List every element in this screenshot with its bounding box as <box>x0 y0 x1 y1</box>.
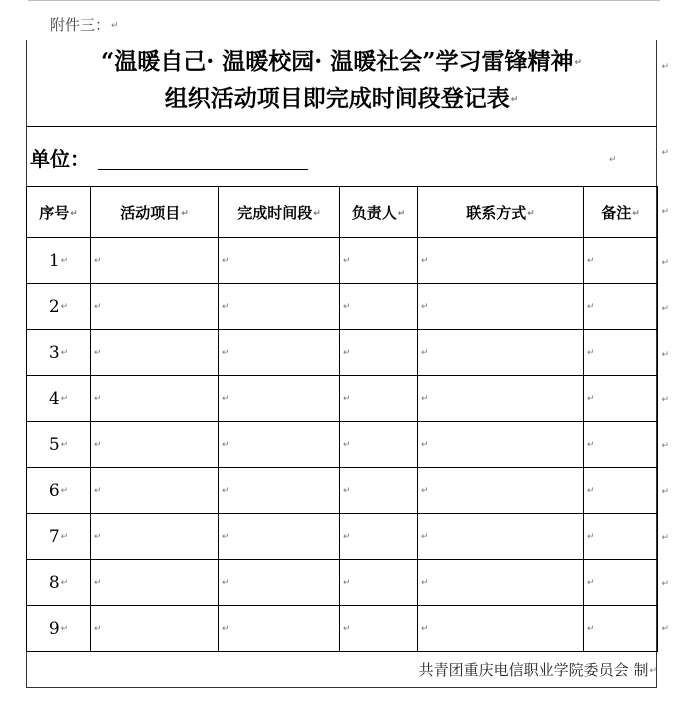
activity-cell[interactable] <box>91 560 219 606</box>
paragraph-mark-icon: ↵ <box>661 624 669 635</box>
paragraph-mark-icon: ↵ <box>222 623 230 634</box>
header-label: 序号 <box>39 203 70 222</box>
paragraph-mark-icon: ↵ <box>587 347 595 358</box>
paragraph-mark-icon: ↵ <box>343 623 351 634</box>
paragraph-mark-icon: ↵ <box>587 255 595 266</box>
paragraph-mark-icon: ↵ <box>649 665 657 676</box>
header-cell-period <box>219 187 340 238</box>
contact-cell[interactable] <box>418 606 584 652</box>
leader-cell[interactable] <box>340 606 418 652</box>
paragraph-mark-icon: ↵ <box>661 148 669 158</box>
paragraph-mark-icon: ↵ <box>343 255 351 266</box>
remarks-cell[interactable] <box>584 330 658 376</box>
period-cell[interactable] <box>219 422 340 468</box>
table-row <box>27 560 658 606</box>
remarks-cell[interactable] <box>584 468 658 514</box>
row-no-cell <box>27 376 91 422</box>
form-title <box>26 40 657 126</box>
table-row <box>27 468 658 514</box>
page-top-border <box>28 0 660 1</box>
paragraph-mark-icon: ↵ <box>421 301 429 312</box>
row-number: 8 <box>48 572 60 593</box>
remarks-cell[interactable] <box>584 284 658 330</box>
paragraph-mark-icon: ↵ <box>222 347 230 358</box>
contact-cell[interactable] <box>418 330 584 376</box>
contact-cell[interactable] <box>418 238 584 284</box>
paragraph-mark-icon: ↵ <box>632 208 640 219</box>
remarks-cell[interactable] <box>584 514 658 560</box>
title-line-2 <box>26 81 657 118</box>
leader-cell[interactable] <box>340 422 418 468</box>
table-row <box>27 284 658 330</box>
paragraph-mark-icon: ↵ <box>222 439 230 450</box>
contact-cell[interactable] <box>418 422 584 468</box>
paragraph-mark-icon: ↵ <box>222 301 230 312</box>
paragraph-mark-icon: ↵ <box>60 578 69 588</box>
paragraph-mark-icon: ↵ <box>313 208 321 219</box>
paragraph-mark-icon: ↵ <box>343 439 351 450</box>
paragraph-mark-icon: ↵ <box>181 208 189 219</box>
paragraph-mark-icon: ↵ <box>609 155 617 165</box>
paragraph-mark-icon: ↵ <box>661 578 669 589</box>
activity-cell[interactable] <box>91 330 219 376</box>
paragraph-mark-icon: ↵ <box>94 255 102 266</box>
paragraph-mark-icon: ↵ <box>587 301 595 312</box>
activity-cell[interactable] <box>91 238 219 284</box>
row-no-cell <box>27 514 91 560</box>
header-cell-leader <box>340 187 418 238</box>
activity-cell[interactable] <box>91 468 219 514</box>
paragraph-mark-icon: ↵ <box>94 485 102 496</box>
table-row <box>27 422 658 468</box>
period-cell[interactable] <box>219 376 340 422</box>
activity-cell[interactable] <box>91 606 219 652</box>
paragraph-mark-icon: ↵ <box>421 531 429 542</box>
remarks-cell[interactable] <box>584 422 658 468</box>
table-row <box>27 238 658 284</box>
row-number: 1 <box>48 250 60 271</box>
row-number: 3 <box>48 342 60 363</box>
row-number: 9 <box>48 618 60 639</box>
row-no-cell <box>27 330 91 376</box>
paragraph-mark-icon: ↵ <box>60 624 69 634</box>
header-cell-no <box>27 187 91 238</box>
issuer-note <box>419 659 657 680</box>
paragraph-mark-icon: ↵ <box>60 256 69 266</box>
activity-cell[interactable] <box>91 376 219 422</box>
paragraph-mark-icon: ↵ <box>222 485 230 496</box>
row-number: 4 <box>48 388 60 409</box>
paragraph-mark-icon: ↵ <box>421 255 429 266</box>
leader-cell[interactable] <box>340 330 418 376</box>
paragraph-mark-icon: ↵ <box>421 393 429 404</box>
contact-cell[interactable] <box>418 468 584 514</box>
paragraph-mark-icon: ↵ <box>661 258 669 268</box>
paragraph-mark-icon: ↵ <box>60 532 69 542</box>
paragraph-mark-icon: ↵ <box>587 577 595 588</box>
paragraph-mark-icon: ↵ <box>587 485 595 496</box>
paragraph-mark-icon: ↵ <box>222 531 230 542</box>
header-label: 负责人 <box>351 203 397 222</box>
paragraph-mark-icon: ↵ <box>60 486 69 496</box>
remarks-cell[interactable] <box>584 238 658 284</box>
paragraph-mark-icon: ↵ <box>60 348 69 358</box>
paragraph-mark-icon: ↵ <box>94 623 102 634</box>
unit-input-line[interactable] <box>98 169 308 170</box>
paragraph-mark-icon: ↵ <box>421 623 429 634</box>
paragraph-mark-icon: ↵ <box>421 577 429 588</box>
paragraph-mark-icon: ↵ <box>661 62 669 72</box>
paragraph-mark-icon: ↵ <box>587 531 595 542</box>
paragraph-mark-icon: ↵ <box>587 393 595 404</box>
activity-cell[interactable] <box>91 514 219 560</box>
header-label: 联系方式 <box>466 203 527 222</box>
attachment-label <box>50 14 119 35</box>
paragraph-mark-icon: ↵ <box>661 487 669 497</box>
paragraph-mark-icon: ↵ <box>661 395 669 406</box>
row-number: 6 <box>48 480 60 501</box>
paragraph-mark-icon: ↵ <box>222 393 230 404</box>
period-cell[interactable] <box>219 606 340 652</box>
unit-row <box>26 126 657 186</box>
table-row <box>27 514 658 560</box>
leader-cell[interactable] <box>340 376 418 422</box>
contact-cell[interactable] <box>418 284 584 330</box>
paragraph-mark-icon: ↵ <box>60 440 69 450</box>
title-line-1-text: “温暖自己· 温暖校园· 温暖社会”学习雷锋精神 <box>100 48 574 75</box>
row-number: 2 <box>48 296 60 317</box>
remarks-cell[interactable] <box>584 606 658 652</box>
table-body <box>27 238 658 652</box>
leader-cell[interactable] <box>340 284 418 330</box>
header-cell-remarks <box>584 187 658 238</box>
paragraph-mark-icon: ↵ <box>661 532 669 543</box>
header-cell-activity <box>91 187 219 238</box>
paragraph-mark-icon: ↵ <box>343 531 351 542</box>
activity-cell[interactable] <box>91 422 219 468</box>
table-row <box>27 330 658 376</box>
paragraph-mark-icon: ↵ <box>94 393 102 404</box>
period-cell[interactable] <box>219 514 340 560</box>
contact-cell[interactable] <box>418 514 584 560</box>
paragraph-mark-icon: ↵ <box>343 347 351 358</box>
paragraph-mark-icon: ↵ <box>397 208 406 219</box>
period-cell[interactable] <box>219 238 340 284</box>
attachment-label-text: 附件三： <box>50 16 111 34</box>
paragraph-mark-icon: ↵ <box>587 439 595 450</box>
header-label: 完成时间段 <box>237 203 313 222</box>
title-line-1 <box>26 44 657 81</box>
row-no-cell <box>27 238 91 284</box>
contact-cell[interactable] <box>418 560 584 606</box>
paragraph-mark-icon: ↵ <box>94 347 102 358</box>
paragraph-mark-icon: ↵ <box>111 20 119 31</box>
paragraph-mark-icon: ↵ <box>661 349 669 360</box>
table-row <box>27 376 658 422</box>
row-no-cell <box>27 284 91 330</box>
table-header-row <box>27 187 658 238</box>
paragraph-mark-icon: ↵ <box>222 255 230 266</box>
paragraph-mark-icon: ↵ <box>421 439 429 450</box>
paragraph-mark-icon: ↵ <box>94 577 102 588</box>
row-no-cell <box>27 560 91 606</box>
paragraph-mark-icon: ↵ <box>60 302 69 312</box>
remarks-cell[interactable] <box>584 560 658 606</box>
row-number: 7 <box>48 526 60 547</box>
paragraph-mark-icon: ↵ <box>343 301 351 312</box>
paragraph-mark-icon: ↵ <box>421 485 429 496</box>
period-cell[interactable] <box>219 284 340 330</box>
remarks-cell[interactable] <box>584 376 658 422</box>
header-label: 活动项目 <box>120 203 181 222</box>
leader-cell[interactable] <box>340 514 418 560</box>
paragraph-mark-icon: ↵ <box>70 208 78 219</box>
header-cell-contact <box>418 187 584 238</box>
period-cell[interactable] <box>219 468 340 514</box>
paragraph-mark-icon: ↵ <box>94 301 102 312</box>
footer-row <box>26 649 657 688</box>
paragraph-mark-icon: ↵ <box>527 208 535 219</box>
row-no-cell <box>27 606 91 652</box>
paragraph-mark-icon: ↵ <box>587 623 595 634</box>
paragraph-mark-icon: ↵ <box>510 95 519 105</box>
title-line-2-text: 组织活动项目即完成时间段登记表 <box>164 85 510 112</box>
period-cell[interactable] <box>219 330 340 376</box>
paragraph-mark-icon: ↵ <box>60 394 69 404</box>
paragraph-mark-icon: ↵ <box>574 58 583 68</box>
paragraph-mark-icon: ↵ <box>421 347 429 358</box>
leader-cell[interactable] <box>340 468 418 514</box>
registration-table <box>26 186 658 652</box>
paragraph-mark-icon: ↵ <box>661 207 669 217</box>
unit-label: 单位： <box>30 147 90 171</box>
period-cell[interactable] <box>219 560 340 606</box>
leader-cell[interactable] <box>340 560 418 606</box>
row-number: 5 <box>48 434 60 455</box>
paragraph-mark-icon: ↵ <box>222 577 230 588</box>
paragraph-mark-icon: ↵ <box>343 485 351 496</box>
paragraph-mark-icon: ↵ <box>343 577 351 588</box>
paragraph-mark-icon: ↵ <box>661 441 669 452</box>
paragraph-mark-icon: ↵ <box>94 531 102 542</box>
row-no-cell <box>27 468 91 514</box>
issuer-note-text: 共青团重庆电信职业学院委员会 制 <box>418 661 649 679</box>
table-row <box>27 606 658 652</box>
header-label: 备注 <box>601 203 632 222</box>
contact-cell[interactable] <box>418 376 584 422</box>
leader-cell[interactable] <box>340 238 418 284</box>
paragraph-mark-icon: ↵ <box>343 393 351 404</box>
row-no-cell <box>27 422 91 468</box>
paragraph-mark-icon: ↵ <box>661 303 669 314</box>
activity-cell[interactable] <box>91 284 219 330</box>
paragraph-mark-icon: ↵ <box>94 439 102 450</box>
